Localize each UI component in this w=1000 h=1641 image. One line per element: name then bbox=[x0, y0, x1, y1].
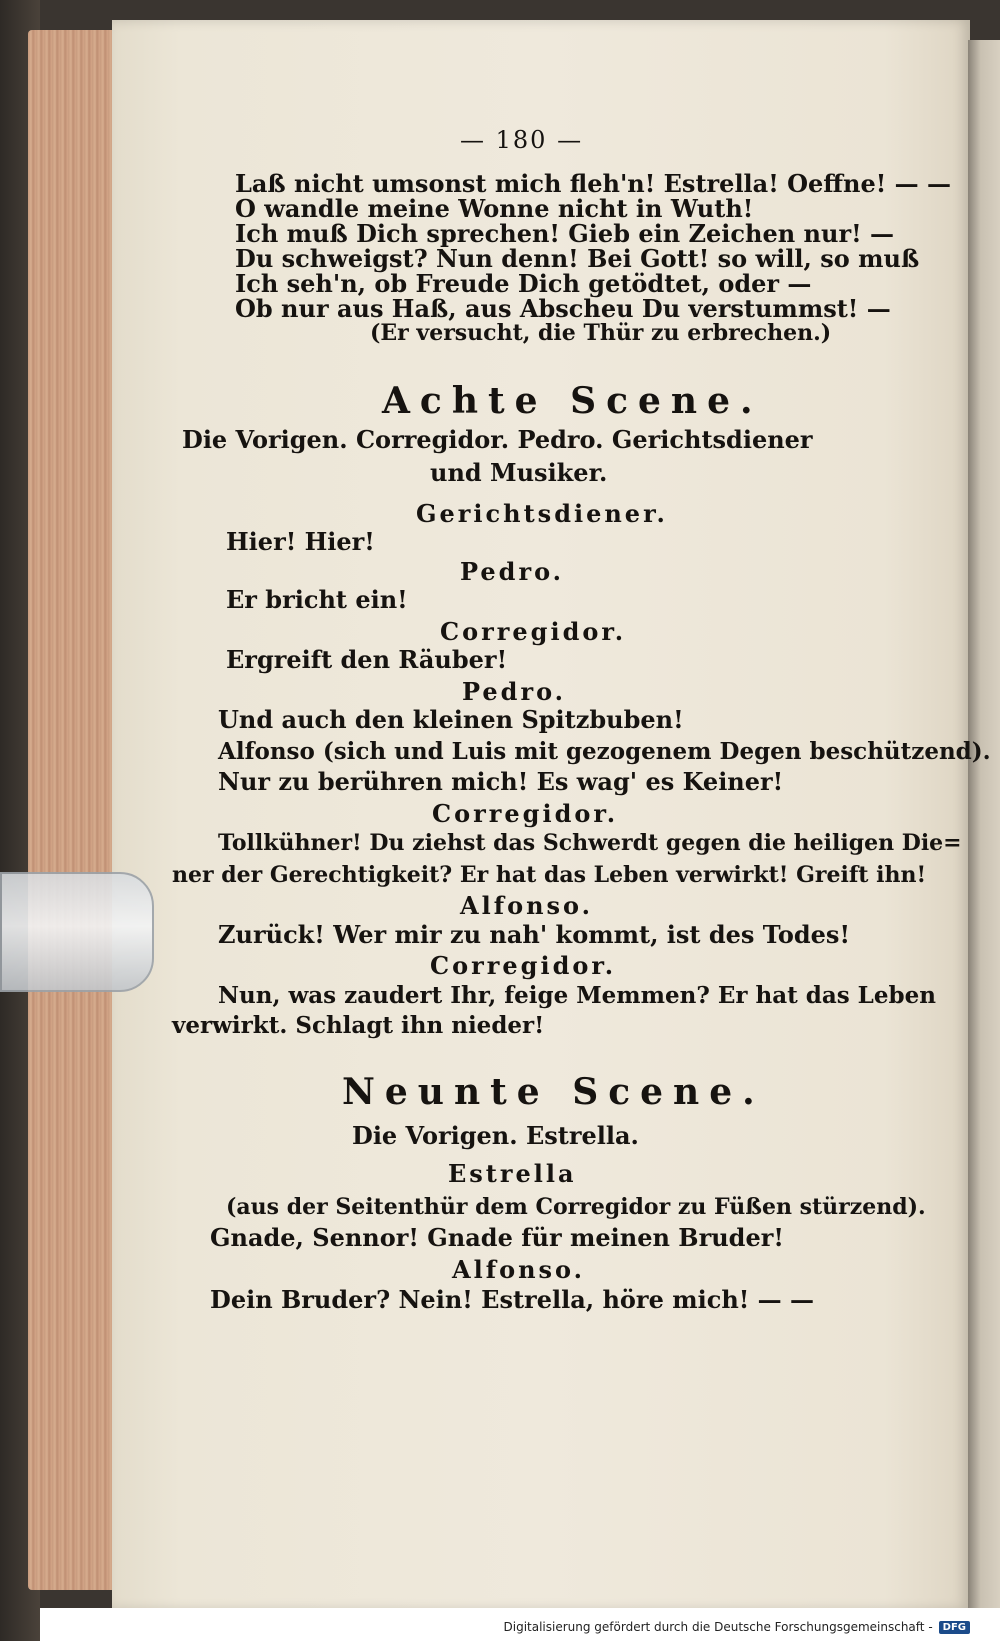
dialogue-line: Er bricht ein! bbox=[226, 585, 408, 614]
speaker-name: Pedro. bbox=[462, 677, 567, 706]
page-clip bbox=[0, 872, 154, 992]
scene-title: Neunte Scene. bbox=[342, 1071, 765, 1113]
dialogue-line: Und auch den kleinen Spitzbuben! bbox=[218, 705, 684, 734]
dialogue-line: Ergreift den Räuber! bbox=[226, 645, 508, 674]
speaker-name: Estrella bbox=[448, 1159, 577, 1188]
dialogue-line: Nur zu berühren mich! Es wag' es Keiner! bbox=[218, 767, 784, 796]
dialogue-line: Gnade, Sennor! Gnade für meinen Bruder! bbox=[210, 1223, 784, 1252]
stage-direction: (Er versucht, die Thür zu erbrechen.) bbox=[370, 320, 832, 346]
verse-line: O wandle meine Wonne nicht in Wuth! bbox=[235, 194, 754, 223]
page-edge-stack bbox=[28, 30, 118, 1590]
cast-line: Die Vorigen. Corregidor. Pedro. Gerichtsdiener bbox=[182, 425, 813, 454]
digitization-footer bbox=[504, 1620, 971, 1634]
dfg-logo: DFG bbox=[939, 1621, 970, 1634]
dialogue-line: Hier! Hier! bbox=[226, 527, 375, 556]
dialogue-line: ner der Gerechtigkeit? Er hat das Leben verwirkt! Greift ihn! bbox=[172, 862, 927, 888]
dialogue-line: verwirkt. Schlagt ihn nieder! bbox=[172, 1012, 545, 1039]
verse-line: Ich muß Dich sprechen! Gieb ein Zeichen nur! — bbox=[235, 219, 894, 248]
dialogue-line: Nun, was zaudert Ihr, feige Memmen? Er hat das Leben bbox=[218, 982, 936, 1009]
stage-direction: Alfonso (sich und Luis mit gezogenem Degen beschützend). bbox=[218, 738, 991, 765]
speaker-name: Gerichtsdiener. bbox=[416, 499, 668, 528]
cast-line: und Musiker. bbox=[430, 458, 608, 487]
dialogue-line: Dein Bruder? Nein! Estrella, höre mich! — — bbox=[210, 1285, 815, 1314]
stage-direction: (aus der Seitenthür dem Corregidor zu Füßen stürzend). bbox=[226, 1194, 926, 1220]
verse-line: Ich seh'n, ob Freude Dich getödtet, oder — bbox=[235, 269, 812, 298]
footer-text: Digitalisierung gefördert durch die Deutsche Forschungsgemeinschaft - bbox=[503, 1620, 933, 1634]
verse-line: Du schweigst? Nun denn! Bei Gott! so will, so muß bbox=[235, 244, 920, 273]
speaker-name: Corregidor. bbox=[430, 951, 617, 980]
speaker-name: Alfonso. bbox=[452, 1255, 585, 1284]
scene-title: Achte Scene. bbox=[382, 380, 763, 422]
dialogue-line: Tollkühner! Du ziehst das Schwerdt gegen die heiligen Die= bbox=[218, 830, 962, 856]
dialogue-line: Zurück! Wer mir zu nah' kommt, ist des Todes! bbox=[218, 920, 850, 949]
verse-line: Ob nur aus Haß, aus Abscheu Du verstummst! — bbox=[235, 294, 891, 323]
verse-line: Laß nicht umsonst mich fleh'n! Estrella! Oeffne! — — bbox=[235, 169, 951, 198]
speaker-name: Alfonso. bbox=[460, 891, 593, 920]
page-number: — 180 — bbox=[460, 126, 584, 154]
cast-line: Die Vorigen. Estrella. bbox=[352, 1121, 639, 1150]
speaker-name: Corregidor. bbox=[440, 617, 627, 646]
facing-page-edge bbox=[968, 40, 1000, 1610]
speaker-name: Pedro. bbox=[460, 557, 565, 586]
speaker-name: Corregidor. bbox=[432, 799, 619, 828]
